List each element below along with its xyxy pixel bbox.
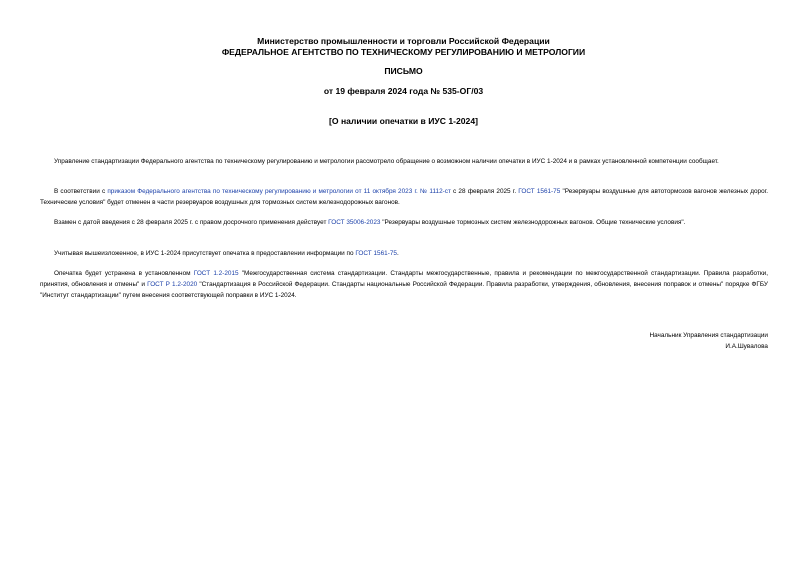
gost-r-1-2-2020-link[interactable]: ГОСТ Р 1.2-2020 — [147, 281, 198, 288]
agency-name: ФЕДЕРАЛЬНОЕ АГЕНТСТВО ПО ТЕХНИЧЕСКОМУ РЕГУЛИРОВАНИЮ И МЕТРОЛОГИИ — [221, 47, 586, 57]
paragraph-2-text-1: В соответствии с — [54, 188, 108, 195]
paragraph-2 — [40, 186, 768, 208]
document-type: ПИСЬМО — [384, 66, 423, 76]
paragraph-5-text-2: "Межгосударственная система стандартизации. Стандарты межгосударственные, правила и рекомендации по межгосударственной стандартизации. Правила разработки, принятия, обновления и отмены" и — [40, 270, 769, 288]
paragraph-5-text-1: Опечатка будет устранена в установленном — [54, 270, 194, 277]
gost-35006-2023-link[interactable]: ГОСТ 35006-2023 — [328, 219, 381, 226]
paragraph-4 — [40, 248, 768, 259]
paragraph-2-text-3: "Резервуары воздушные для автотормозов вагонов железных дорог. Технические условия" будет отменен в части резервуаров воздушных для тормозных систем железнодорожных вагонов. — [40, 188, 768, 206]
paragraph-1-text: Управление стандартизации Федерального агентства по техническому регулированию и метрологии рассмотрело обращение о возможном наличии опечатки в ИУС 1-2024 и в рамках установленной компетенции сообщает. — [54, 158, 719, 165]
ministry-name: Министерство промышленности и торговли Российской Федерации — [257, 36, 550, 46]
paragraph-3-text-1: Взамен с датой введения с 28 февраля 2025 г. с правом досрочного применения действует — [54, 219, 329, 226]
gost-1561-75-link[interactable]: ГОСТ 1561-75 — [518, 188, 561, 195]
paragraph-1 — [40, 156, 768, 167]
paragraph-3 — [40, 217, 768, 228]
signatory-name: И.А.Шувалова — [725, 343, 768, 350]
paragraph-5-text-3: "Стандартизация в Российской Федерации. Стандарты национальные Российской Федерации. Правила разработки, утверждения, обновления, внесения поправок и отмены" порядке ФГБУ "Институт стандартизации" путем внесения соответствующей поправки в ИУС 1-2024. — [40, 281, 768, 299]
signatory-title: Начальник Управления стандартизации — [649, 332, 768, 339]
paragraph-5 — [40, 268, 768, 301]
order-link[interactable]: приказом Федерального агентства по техническому регулированию и метрологии от 11 октября 2023 г. № 1112-ст — [107, 188, 451, 195]
document-subject: [О наличии опечатки в ИУС 1-2024] — [329, 116, 478, 126]
document-date-number: от 19 февраля 2024 года № 535-ОГ/03 — [323, 86, 484, 96]
paragraph-2-text-2: с 28 февраля 2025 г. — [450, 188, 519, 195]
paragraph-4-text-2: . — [396, 250, 399, 257]
paragraph-4-text-1: Учитывая вышеизложенное, в ИУС 1-2024 присутствует опечатка в предоставлении информации по — [54, 250, 356, 257]
paragraph-3-text-2: "Резервуары воздушные тормозных систем железнодорожных вагонов. Общие технические условия". — [380, 219, 686, 226]
gost-1561-75-link-2[interactable]: ГОСТ 1561-75 — [355, 250, 397, 257]
gost-1-2-2015-link[interactable]: ГОСТ 1.2-2015 — [193, 270, 239, 277]
